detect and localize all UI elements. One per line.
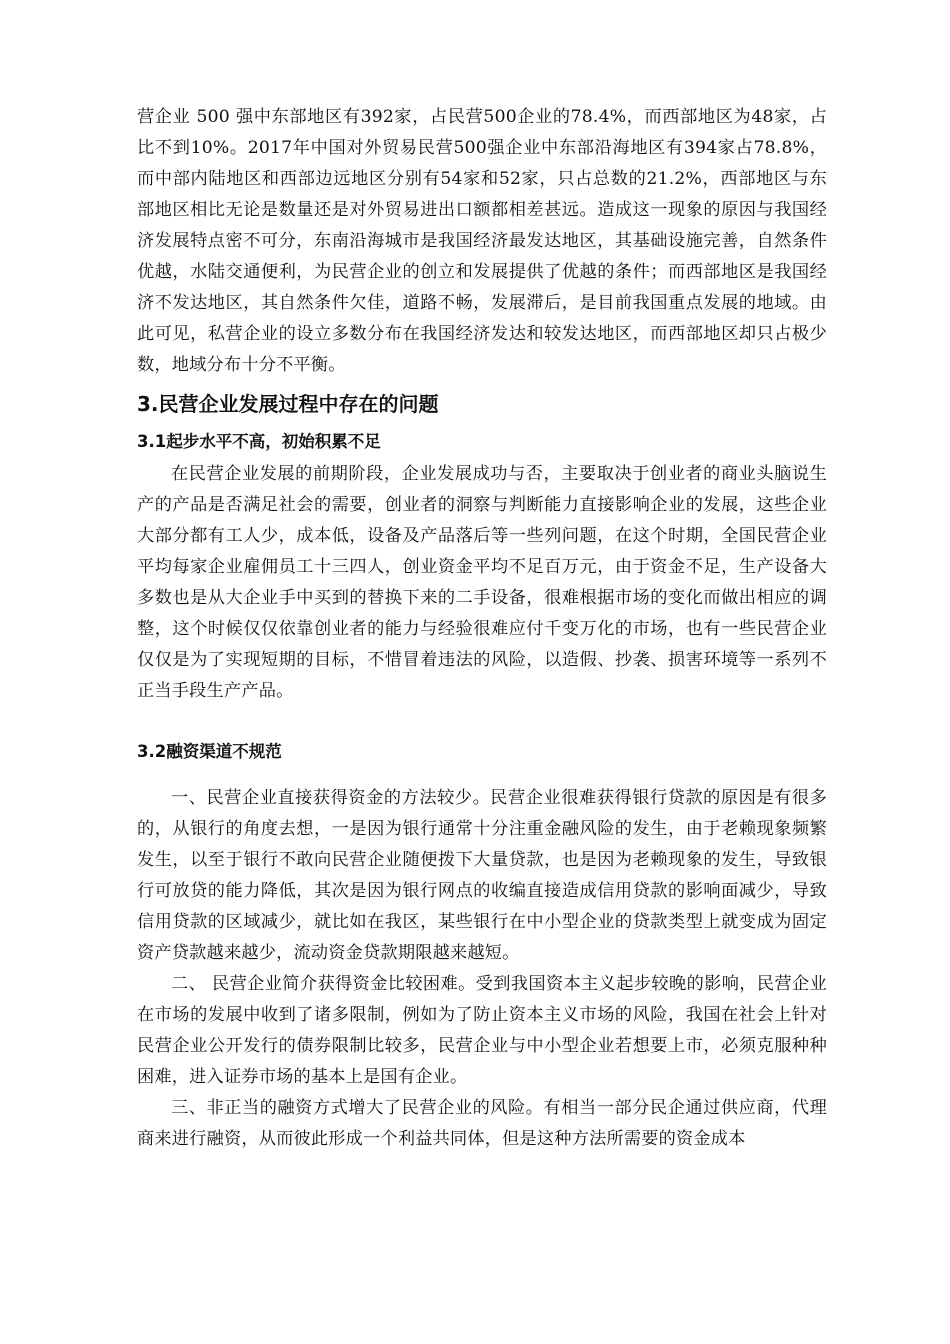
spacer [137, 767, 827, 783]
section-3-2-paragraph-2: 二、 民营企业简介获得资金比较困难。受到我国资本主义起步较晚的影响，民营企业在市场的发展中收到了诸多限制，例如为了防止资本主义市场的风险，我国在社会上针对民营企业公开发行的债券限制比较多，民营企业与中小型企业若想要上市，必须克服种种困难，进入证券市场的基本上是国有企业。 [137, 974, 827, 1087]
section-3-heading: 3.民营企业发展过程中存在的问题 [137, 392, 439, 416]
spacer [137, 707, 827, 737]
section-3-2-paragraph-1: 一、民营企业直接获得资金的方法较少。民营企业很难获得银行贷款的原因是有很多的，从银行的角度去想，一是因为银行通常十分注重金融风险的发生，由于老赖现象频繁发生，以至于银行不敢向民营企业随便拨下大量贷款，也是因为老赖现象的发生，导致银行可放贷的能力降低，其次是因为银行网点的收编直接造成信用贷款的影响面减少，导致信用贷款的区域减少，就比如在我区，某些银行在中小型企业的贷款类型上就变成为固定资产贷款越来越少，流动资金贷款期限越来越短。 [137, 788, 827, 963]
section-3-2-paragraph-3: 三、非正当的融资方式增大了民营企业的风险。有相当一部分民企通过供应商，代理商来进行融资，从而彼此形成一个利益共同体，但是这种方法所需要的资金成本 [137, 1098, 827, 1149]
section-3-1-paragraph: 在民营企业发展的前期阶段，企业发展成功与否，主要取决于创业者的商业头脑说生产的产品是否满足社会的需要，创业者的洞察与判断能力直接影响企业的发展，这些企业大部分都有工人少，成本低，设备及产品落后等一些列问题，在这个时期，全国民营企业平均每家企业雇佣员工十三四人，创业资金平均不足百万元，由于资金不足，生产设备大多数也是从大企业手中买到的替换下来的二手设备，很难根据市场的变化而做出相应的调整，这个时候仅仅依靠创业者的能力与经验很难应付千变万化的市场，也有一些民营企业仅仅是为了实现短期的目标，不惜冒着违法的风险，以造假、抄袭、损害环境等一系列不正当手段生产产品。 [137, 464, 827, 701]
section-3-2-heading: 3.2融资渠道不规范 [137, 742, 282, 761]
intro-paragraph: 营企业 500 强中东部地区有392家，占民营500企业的78.4%，而西部地区为48家，占比不到10%。2017年中国对外贸易民营500强企业中东部沿海地区有394家占78.8%，而中部内陆地区和西部边远地区分别有54家和52家，只占总数的21.2%，西部地区与东部地区相比无论是数量还是对外贸易进出口额都相差甚远。造成这一现象的原因与我国经济发展特点密不可分，东南沿海城市是我国经济最发达地区，其基础设施完善，自然条件优越，水陆交通便利，为民营企业的创立和发展提供了优越的条件；而西部地区是我国经济不发达地区，其自然条件欠佳，道路不畅，发展滞后，是目前我国重点发展的地域。由此可见，私营企业的设立多数分布在我国经济发达和较发达地区，而西部地区却只占极少数，地域分布十分不平衡。 [137, 107, 827, 375]
document-page [137, 102, 827, 1155]
section-3-1-heading: 3.1起步水平不高，初始积累不足 [137, 432, 381, 451]
